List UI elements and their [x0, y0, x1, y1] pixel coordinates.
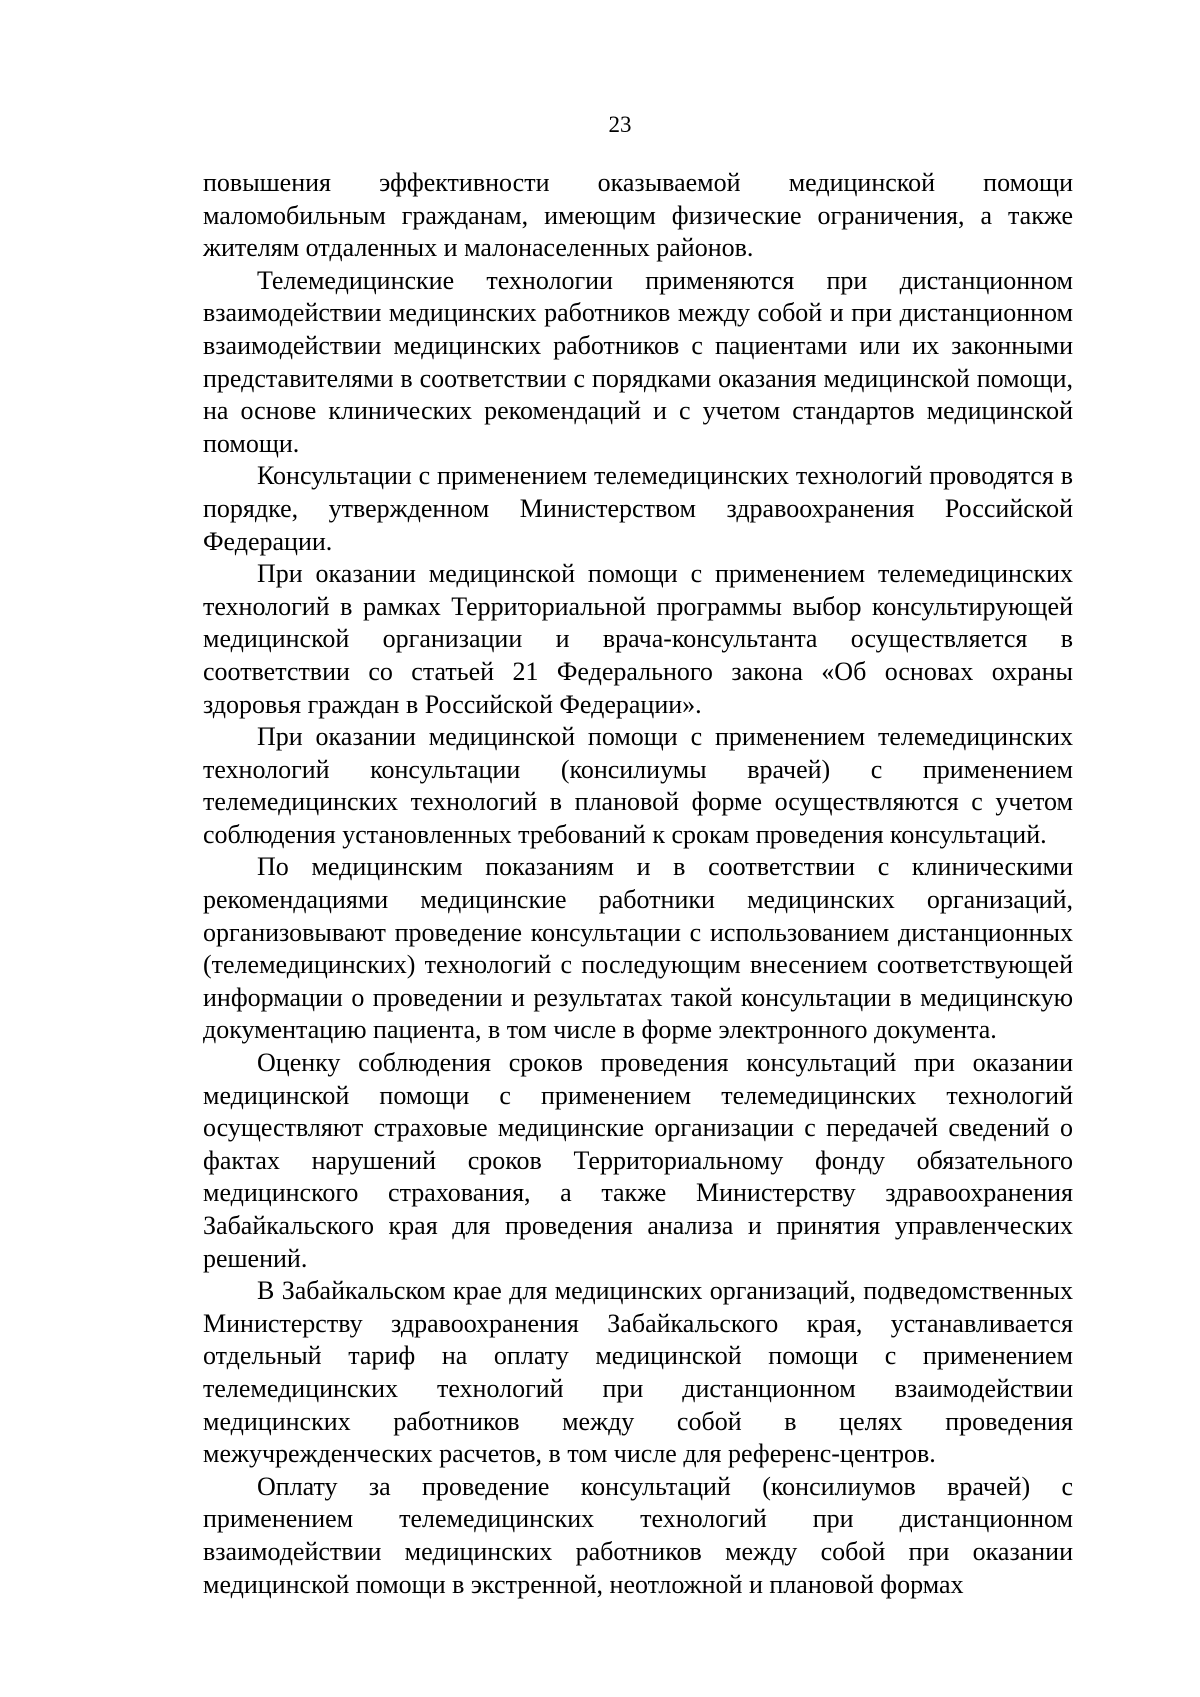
paragraph: При оказании медицинской помощи с применением телемедицинских технологий консультации (консилиумы врачей) с применением телемедицинских технологий в плановой форме осуществляются с учетом соблюдения установленных требований к срокам проведения консультаций. — [203, 722, 1073, 849]
body-text — [203, 167, 1073, 1601]
paragraph: При оказании медицинской помощи с применением телемедицинских технологий в рамках Территориальной программы выбор консультирующей медицинской организации и врача-консультанта осуществляется в соответствии со статьей 21 Федерального закона «Об основах охраны здоровья граждан в Российской Федерации». — [203, 559, 1073, 719]
paragraph: Оценку соблюдения сроков проведения консультаций при оказании медицинской помощи с применением телемедицинских технологий осуществляют страховые медицинские организации с передачей сведений о фактах нарушений сроков Территориальному фонду обязательного медицинского страхования, а также Министерству здравоохранения Забайкальского края для проведения анализа и принятия управленческих решений. — [203, 1048, 1073, 1273]
paragraph-continued: повышения эффективности оказываемой медицинской помощи маломобильным гражданам, имеющим физические ограничения, а также жителям отдаленных и малонаселенных районов. — [203, 168, 1073, 263]
paragraph: В Забайкальском крае для медицинских организаций, подведомственных Министерству здравоохранения Забайкальского края, устанавливается отдельный тариф на оплату медицинской помощи с применением телемедицинских технологий при дистанционном взаимодействии медицинских работников между собой в целях проведения межучрежденческих расчетов, в том числе для референс-центров. — [203, 1276, 1073, 1469]
paragraph: Консультации с применением телемедицинских технологий проводятся в порядке, утвержденном Министерством здравоохранения Российской Федерации. — [203, 461, 1073, 556]
paragraph: Оплату за проведение консультаций (консилиумов врачей) с применением телемедицинских технологий при дистанционном взаимодействии медицинских работников между собой при оказании медицинской помощи в экстренной, неотложной и плановой формах — [203, 1471, 1073, 1599]
paragraph: По медицинским показаниям и в соответствии с клиническими рекомендациями медицинские работники медицинских организаций, организовывают проведение консультации с использованием дистанционных (телемедицинских) технологий с последующим внесением соответствующей информации о проведении и результатах такой консультации в медицинскую документацию пациента, в том числе в форме электронного документа. — [203, 852, 1073, 1045]
paragraph: Телемедицинские технологии применяются при дистанционном взаимодействии медицинских работников между собой и при дистанционном взаимодействии медицинских работников с пациентами или их законными представителями в соответствии с порядками оказания медицинской помощи, на основе клинических рекомендаций и с учетом стандартов медицинской помощи. — [203, 265, 1073, 458]
page-number: 23 — [608, 112, 632, 137]
